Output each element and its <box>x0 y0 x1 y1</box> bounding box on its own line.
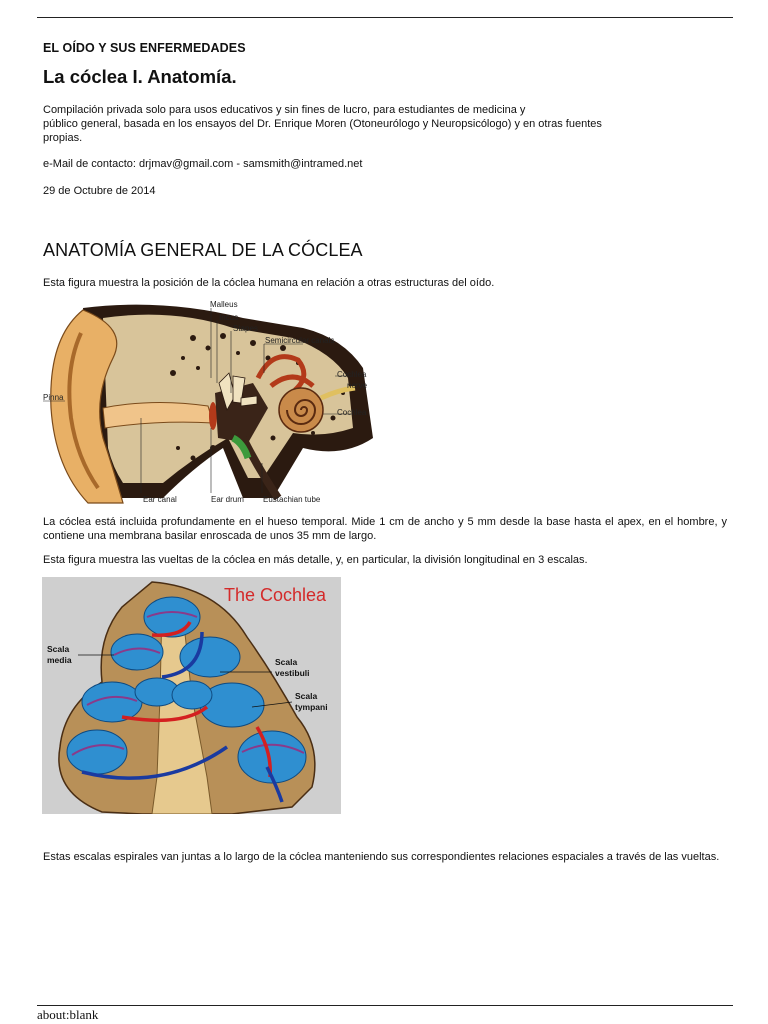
label-malleus: Malleus <box>210 300 238 309</box>
label-cochlea-nerve-1: Cochlea <box>337 370 367 379</box>
top-rule <box>37 17 733 18</box>
label-semicircular-canals: Semicircular canals <box>265 336 335 345</box>
label-scala-media-1: Scala <box>47 644 70 654</box>
cochlea-shape <box>279 388 323 432</box>
label-cochlea: Cochlea <box>337 408 367 417</box>
intro-line-2: público general, basada en los ensayos del Dr. Enrique Moren (Otoneurólogo y Neuropsicólogo) y en otras fuentes <box>43 118 602 130</box>
label-scala-tympani-1: Scala <box>295 691 318 701</box>
contact-line: e-Mail de contacto: drjmav@gmail.com - samsmith@intramed.net <box>43 158 363 170</box>
label-ear-canal: Ear canal <box>143 495 177 504</box>
label-cochlea-nerve-2: nerve <box>347 381 368 390</box>
label-eustachian-tube: Eustachian tube <box>263 495 321 504</box>
cochlea-cross-section-figure <box>42 577 341 814</box>
figure2-caption: Esta figura muestra las vueltas de la cóclea en más detalle, y, en particular, la división longitudinal en 3 escalas. <box>43 554 588 566</box>
footer-url: about:blank <box>37 1007 99 1022</box>
scalas-paragraph: Estas escalas espirales van juntas a lo largo de la cóclea manteniendo sus correspondientes relaciones espaciales a través de las vueltas. <box>43 851 720 863</box>
section-heading: ANATOMÍA GENERAL DE LA CÓCLEA <box>43 240 363 260</box>
figure1-caption: Esta figura muestra la posición de la cóclea humana en relación a otras estructuras del oído. <box>43 277 495 289</box>
label-scala-tympani-2: tympani <box>295 702 328 712</box>
date-line: 29 de Octubre de 2014 <box>43 185 156 197</box>
bottom-rule <box>37 1005 733 1006</box>
label-stapes: Stapes <box>233 324 258 333</box>
label-scala-vestibuli-1: Scala <box>275 657 298 667</box>
label-scala-vestibuli-2: vestibuli <box>275 668 310 678</box>
label-scala-media-2: media <box>47 655 72 665</box>
document-kicker: EL OÍDO Y SUS ENFERMEDADES <box>43 41 246 55</box>
label-pinna: Pinna <box>43 393 64 402</box>
document-title: La cóclea I. Anatomía. <box>43 66 237 87</box>
figure2-title: The Cochlea <box>224 585 327 605</box>
cochlea-description-paragraph: La cóclea está incluida profundamente en el hueso temporal. Mide 1 cm de ancho y 5 mm desde la base hasta el apex, en el hombre, y contiene una membrana basilar enroscada de unos 35 mm de largo. <box>43 516 727 542</box>
intro-paragraph <box>43 103 643 145</box>
label-incus: Incus <box>219 313 239 322</box>
intro-line-3: propias. <box>43 132 83 144</box>
ear-anatomy-figure <box>43 298 378 508</box>
label-ear-drum: Ear drum <box>211 495 244 504</box>
intro-line-1: Compilación privada solo para usos educativos y sin fines de lucro, para estudiantes de medicina y <box>43 104 526 116</box>
